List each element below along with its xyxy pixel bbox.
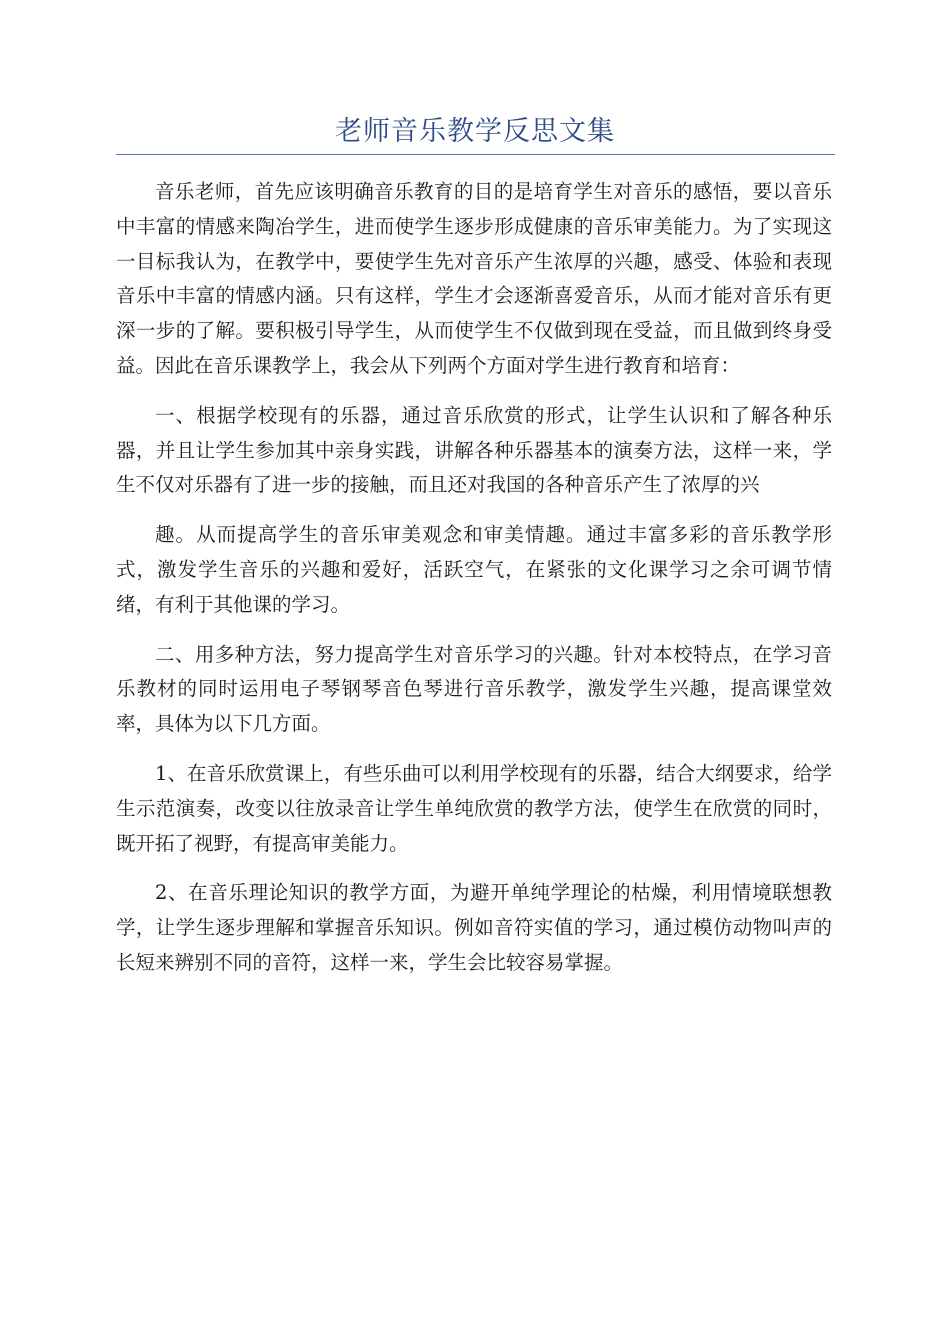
paragraph-item-2: 2、在音乐理论知识的教学方面，为避开单纯学理论的枯燥，利用情境联想教学，让学生逐步理解和掌握音乐知识。例如音符实值的学习，通过模仿动物叫声的长短来辨别不同的音符，这样一来，学生会比较容易掌握。	[116, 881, 832, 974]
paragraph-point-two: 二、用多种方法，努力提高学生对音乐学习的兴趣。针对本校特点，在学习音乐教材的同时运用电子琴钢琴音色琴进行音乐教学，激发学生兴趣，提高课堂效率，具体为以下几方面。	[116, 642, 832, 736]
paragraph-item-1: 1、在音乐欣赏课上，有些乐曲可以利用学校现有的乐器，结合大纲要求，给学生示范演奏，改变以往放录音让学生单纯欣赏的教学方法，使学生在欣赏的同时，既开拓了视野，有提高审美能力。	[116, 761, 832, 855]
document-body	[116, 175, 832, 996]
title-underline	[116, 154, 835, 155]
document-title: 老师音乐教学反思文集	[335, 116, 615, 147]
paragraph-point-one: 一、根据学校现有的乐器，通过音乐欣赏的形式，让学生认识和了解各种乐器，并且让学生参加其中亲身实践，讲解各种乐器基本的演奏方法，这样一来，学生不仅对乐器有了进一步的接触，而且还对我国的各种音乐产生了浓厚的兴	[116, 403, 832, 497]
paragraph-point-one-continued: 趣。从而提高学生的音乐审美观念和审美情趣。通过丰富多彩的音乐教学形式，激发学生音乐的兴趣和爱好，活跃空气，在紧张的文化课学习之余可调节情绪，有利于其他课的学习。	[116, 523, 832, 616]
paragraph-intro: 音乐老师，首先应该明确音乐教育的目的是培育学生对音乐的感悟，要以音乐中丰富的情感来陶冶学生，进而使学生逐步形成健康的音乐审美能力。为了实现这一目标我认为，在教学中，要使学生先对音乐产生浓厚的兴趣，感受、体验和表现音乐中丰富的情感内涵。只有这样，学生才会逐渐喜爱音乐，从而才能对音乐有更深一步的了解。要积极引导学生，从而使学生不仅做到现在受益，而且做到终身受益。因此在音乐课教学上，我会从下列两个方面对学生进行教育和培育：	[116, 180, 832, 377]
